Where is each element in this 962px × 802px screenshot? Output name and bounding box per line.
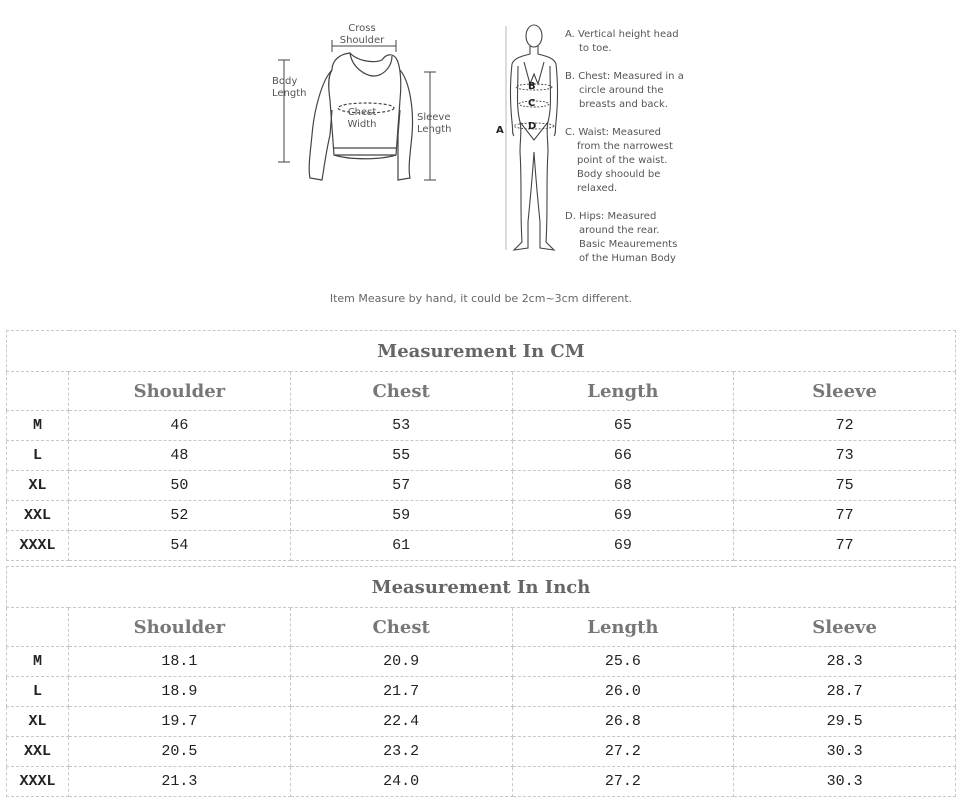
note-b-line: circle around the [579, 85, 664, 96]
header-corner [7, 608, 69, 647]
note-d-line: Basic Meaurements [579, 239, 678, 250]
length-value: 68 [512, 471, 734, 501]
sleeve-value: 28.3 [734, 647, 956, 677]
measurement-notes [565, 28, 705, 280]
table-row [7, 647, 956, 677]
measurement-diagram [0, 0, 962, 320]
table-title: Measurement In Inch [7, 567, 956, 608]
size-label: XL [7, 707, 69, 737]
header-row [7, 608, 956, 647]
length-value: 69 [512, 501, 734, 531]
figure-letter-b: B [528, 81, 536, 92]
shoulder-value: 20.5 [69, 737, 291, 767]
cross-shoulder-label: Cross Shoulder [339, 23, 385, 46]
size-table-cm [6, 330, 956, 561]
chest-value: 21.7 [290, 677, 512, 707]
size-label: XXL [7, 501, 69, 531]
shoulder-value: 46 [69, 411, 291, 441]
chest-value: 23.2 [290, 737, 512, 767]
sleeve-value: 73 [734, 441, 956, 471]
header-corner [7, 372, 69, 411]
shoulder-value: 54 [69, 531, 291, 561]
column-header-shoulder: Shoulder [69, 372, 291, 411]
column-header-length: Length [512, 608, 734, 647]
figure-letter-c: C [528, 98, 536, 109]
note-b-line: breasts and back. [579, 99, 668, 110]
column-header-length: Length [512, 372, 734, 411]
sleeve-value: 28.7 [734, 677, 956, 707]
length-value: 27.2 [512, 737, 734, 767]
shoulder-value: 52 [69, 501, 291, 531]
sleeve-value: 29.5 [734, 707, 956, 737]
size-label: M [7, 647, 69, 677]
chest-width-label: Chest Width [347, 107, 377, 130]
note-a-line: A. Vertical height head [565, 29, 679, 40]
note-c [565, 126, 705, 196]
note-d-line: of the Human Body [579, 253, 676, 264]
size-label: XXXL [7, 767, 69, 797]
note-a-line: to toe. [579, 43, 612, 54]
length-value: 26.8 [512, 707, 734, 737]
shoulder-value: 19.7 [69, 707, 291, 737]
note-d-line: D. Hips: Measured [565, 211, 657, 222]
table-row [7, 677, 956, 707]
shoulder-value: 48 [69, 441, 291, 471]
chest-value: 55 [290, 441, 512, 471]
chest-value: 59 [290, 501, 512, 531]
note-b-line: B. Chest: Measured in a [565, 71, 684, 82]
note-d-line: around the rear. [579, 225, 660, 236]
length-value: 25.6 [512, 647, 734, 677]
shoulder-value: 50 [69, 471, 291, 501]
sleeve-value: 77 [734, 501, 956, 531]
table-title: Measurement In CM [7, 331, 956, 372]
size-label: XL [7, 471, 69, 501]
sleeve-length-label: Sleeve Length [417, 112, 452, 135]
column-header-shoulder: Shoulder [69, 608, 291, 647]
sleeve-value: 30.3 [734, 737, 956, 767]
size-label: L [7, 441, 69, 471]
shoulder-value: 18.9 [69, 677, 291, 707]
column-header-chest: Chest [290, 608, 512, 647]
length-value: 66 [512, 441, 734, 471]
table-row [7, 471, 956, 501]
chest-value: 20.9 [290, 647, 512, 677]
body-figure-icon [500, 22, 570, 257]
table-row [7, 411, 956, 441]
chest-value: 24.0 [290, 767, 512, 797]
shoulder-value: 18.1 [69, 647, 291, 677]
header-row [7, 372, 956, 411]
note-a [565, 28, 705, 56]
size-label: L [7, 677, 69, 707]
table-row [7, 707, 956, 737]
table-row [7, 501, 956, 531]
sleeve-value: 30.3 [734, 767, 956, 797]
note-c-line: point of the waist. [577, 155, 668, 166]
column-header-sleeve: Sleeve [734, 608, 956, 647]
chest-value: 53 [290, 411, 512, 441]
disclaimer-text: Item Measure by hand, it could be 2cm~3cm different. [329, 292, 633, 305]
size-table-inch [6, 566, 956, 797]
note-c-line: Body shoould be [577, 169, 661, 180]
size-label: XXL [7, 737, 69, 767]
note-c-line: relaxed. [577, 183, 618, 194]
column-header-sleeve: Sleeve [734, 372, 956, 411]
note-d [565, 210, 705, 266]
figure-letter-a: A [496, 125, 504, 136]
length-value: 26.0 [512, 677, 734, 707]
note-c-line: C. Waist: Measured [565, 127, 662, 138]
length-value: 69 [512, 531, 734, 561]
chest-value: 22.4 [290, 707, 512, 737]
shoulder-value: 21.3 [69, 767, 291, 797]
column-header-chest: Chest [290, 372, 512, 411]
table-row [7, 767, 956, 797]
chest-value: 57 [290, 471, 512, 501]
size-label: XXXL [7, 531, 69, 561]
length-value: 65 [512, 411, 734, 441]
figure-letter-d: D [528, 121, 537, 132]
chest-value: 61 [290, 531, 512, 561]
sleeve-value: 72 [734, 411, 956, 441]
sleeve-value: 75 [734, 471, 956, 501]
note-c-line: from the narrowest [577, 141, 673, 152]
size-label: M [7, 411, 69, 441]
table-row [7, 531, 956, 561]
sleeve-value: 77 [734, 531, 956, 561]
length-value: 27.2 [512, 767, 734, 797]
table-row [7, 737, 956, 767]
table-row [7, 441, 956, 471]
note-b [565, 70, 705, 112]
body-length-label: Body Length [272, 76, 307, 99]
